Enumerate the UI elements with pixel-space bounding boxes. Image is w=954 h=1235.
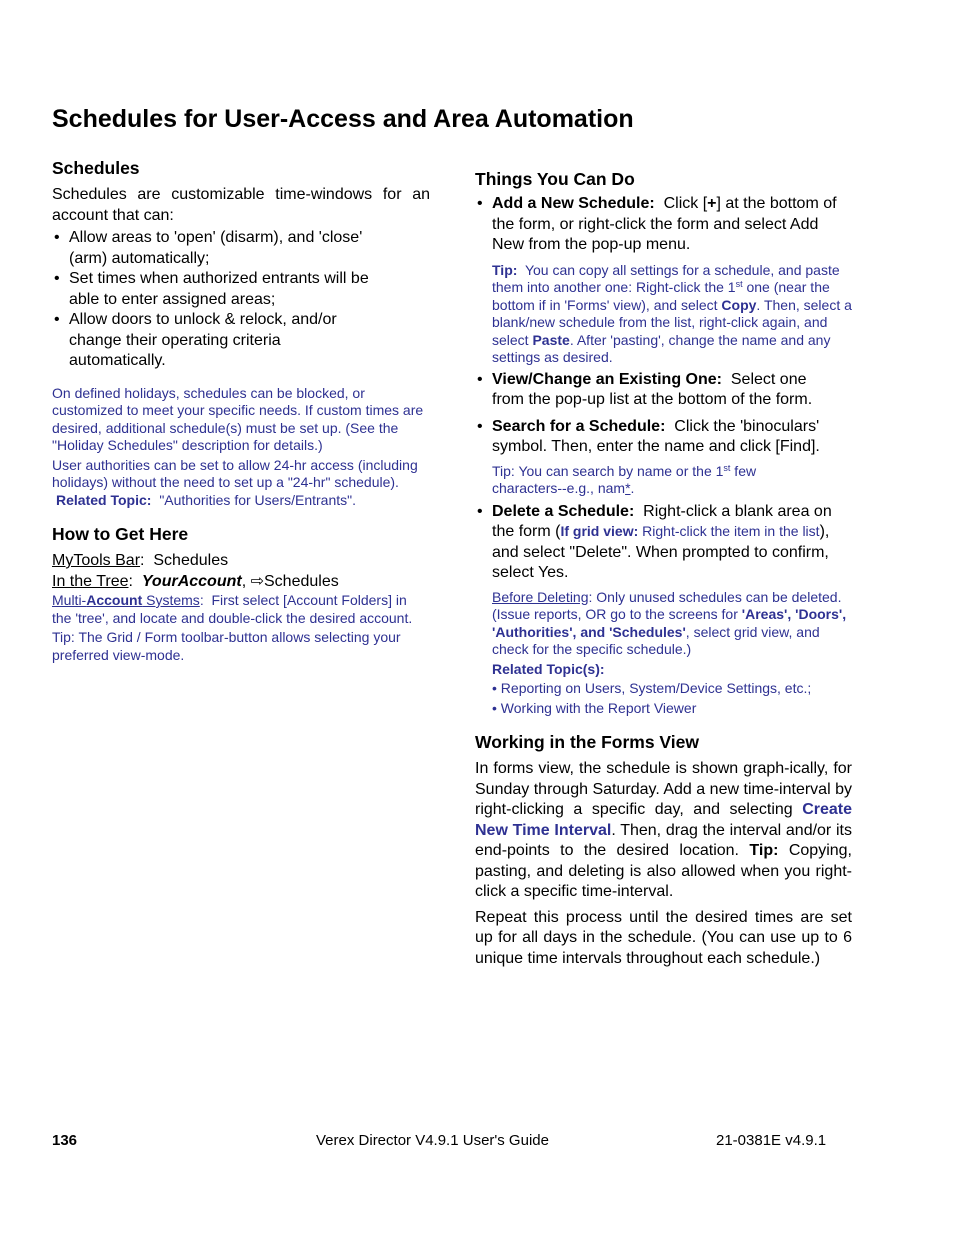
plus-icon: + xyxy=(707,195,717,212)
copy-paste-tip: Tip: You can copy all settings for a schedule, and paste them into another one: Right-click the 1st one (near the bottom if in 'Forms' view), and select Copy. Then, select a blank/new schedule from the list, right-click again, and select Paste. After 'pasting', change the name and any settings as desired. xyxy=(492,261,852,365)
search-tip: Tip: You can search by name or the 1st few characters--e.g., nam*. xyxy=(492,462,757,496)
grid-view-label: If grid view: xyxy=(560,523,639,539)
things-you-can-do-section xyxy=(475,168,852,717)
authority-note-text: User authorities can be set to allow 24-hr access (including holidays) without the need to set up a "24-hr" schedule). xyxy=(52,456,418,490)
page-title: Schedules for User-Access and Area Automation xyxy=(52,105,634,133)
related-topic-item[interactable]: • Reporting on Users, System/Device Settings, etc.; xyxy=(492,680,812,696)
schedules-intro: Schedules are customizable time-windows for an account that can: xyxy=(52,186,430,224)
related-topic-label: Related Topic: xyxy=(56,491,152,508)
list-item: • Allow areas to 'open' (disarm), and 'close' (arm) automatically; xyxy=(52,228,430,269)
mytools-path: MyTools Bar: Schedules xyxy=(52,552,229,569)
add-schedule-item: • Add a New Schedule: Click [+] at the bottom of the form, or right-click the form and select Add New from the pop-up menu. xyxy=(475,194,852,256)
list-item: • Set times when authorized entrants will be able to enter assigned areas; xyxy=(52,269,430,310)
schedules-heading: Schedules xyxy=(52,158,140,178)
related-topics-label: Related Topic(s): xyxy=(492,660,605,677)
list-item: • Allow doors to unlock & relock, and/or change their operating criteria automatically. xyxy=(52,310,430,372)
things-heading: Things You Can Do xyxy=(475,169,635,189)
things-list-3 xyxy=(475,502,852,584)
copy-command: Copy xyxy=(721,296,757,313)
guide-title: Verex Director V4.9.1 User's Guide xyxy=(316,1132,549,1149)
forms-tip-label: Tip: xyxy=(749,842,779,859)
tip-label: Tip: xyxy=(492,261,518,278)
schedules-bullet-list xyxy=(52,228,430,372)
create-new-time-interval-command: Create New Time Interval xyxy=(475,801,852,839)
delete-schedule-item: • Delete a Schedule: Right-click a blank area on the form (If grid view: Right-click the item in the list), and select "Delete". When prompted to confirm, select Yes. xyxy=(475,502,852,584)
forms-paragraph-1: In forms view, the schedule is shown graph-ically, for Sunday through Saturday. Add a new time-interval by right-clicking a specific day, and selecting Create New Time Interval. Then, drag the interval and/or its end-points to the desired location. Tip: Copying, pasting, and deleting is also allowed when you right-click a specific time-interval. xyxy=(475,760,852,900)
page-number: 136 xyxy=(52,1132,78,1149)
forms-paragraph-2: Repeat this process until the desired times are set up for all days in the schedule. (You can use up to 6 unique time intervals throughout each schedule.) xyxy=(475,908,852,967)
tree-value: Schedules xyxy=(264,572,339,590)
related-topic-link[interactable]: "Authorities for Users/Entrants". xyxy=(159,491,356,508)
before-deleting-note: Before Deleting: Only unused schedules can be deleted. (Issue reports, OR go to the screens for 'Areas', 'Doors', 'Authorities', and 'Schedules', select grid view, and check for the specific schedule.) xyxy=(492,588,847,657)
view-mode-tip: Tip: The Grid / Form toolbar-button allows selecting your preferred view-mode. xyxy=(52,629,401,663)
things-list-2 xyxy=(475,370,852,458)
multi-account-link[interactable]: Multi-Account Systems xyxy=(52,592,200,608)
things-list xyxy=(475,194,852,256)
authority-note xyxy=(52,457,430,510)
arrow-right-icon: ⇨ xyxy=(250,572,264,590)
paste-command: Paste xyxy=(532,331,570,348)
delete-label: Delete a Schedule: xyxy=(492,502,635,520)
how-heading: How to Get Here xyxy=(52,524,189,544)
search-label: Search for a Schedule: xyxy=(492,417,666,435)
right-column xyxy=(475,168,852,969)
how-to-get-here-section xyxy=(52,523,430,664)
wildcard-star: * xyxy=(625,480,631,496)
mytools-value: Schedules xyxy=(153,552,229,569)
holiday-note: On defined holidays, schedules can be blocked, or customized to meet your specific needs. If custom times are desired, additional schedule(s) must be set up. (See the "Holiday Schedules" description for details.) xyxy=(52,384,424,453)
multi-account-note: Multi-Account Systems: First select [Account Folders] in the 'tree', and locate and double-click the desired account. xyxy=(52,592,413,626)
view-change-item: • View/Change an Existing One: Select one from the pop-up list at the bottom of the form. xyxy=(475,370,852,411)
before-deleting-label: Before Deleting xyxy=(492,588,589,605)
doc-code: 21-0381E v4.9.1 xyxy=(716,1132,827,1149)
related-topic-item[interactable]: • Working with the Report Viewer xyxy=(492,699,697,716)
search-schedule-item: • Search for a Schedule: Click the 'binoculars' symbol. Then, enter the name and click [Find]. xyxy=(475,417,852,458)
multi-account-text: First select [Account Folders] in the 'tree', and locate and double-click the desired account. xyxy=(52,592,413,626)
left-column xyxy=(52,157,430,664)
tree-link[interactable]: In the Tree xyxy=(52,572,129,590)
forms-view-section xyxy=(475,731,852,969)
tree-path: In the Tree: YourAccount, ⇨Schedules xyxy=(52,572,339,590)
view-change-label: View/Change an Existing One: xyxy=(492,370,722,388)
tree-account: YourAccount xyxy=(141,572,242,590)
mytools-bar-link[interactable]: MyTools Bar xyxy=(52,552,141,569)
forms-heading: Working in the Forms View xyxy=(475,732,699,752)
add-schedule-label: Add a New Schedule: xyxy=(492,195,655,212)
screens-list: 'Areas', 'Doors', 'Authorities', and 'Schedules' xyxy=(492,606,847,640)
schedules-section xyxy=(52,157,430,509)
